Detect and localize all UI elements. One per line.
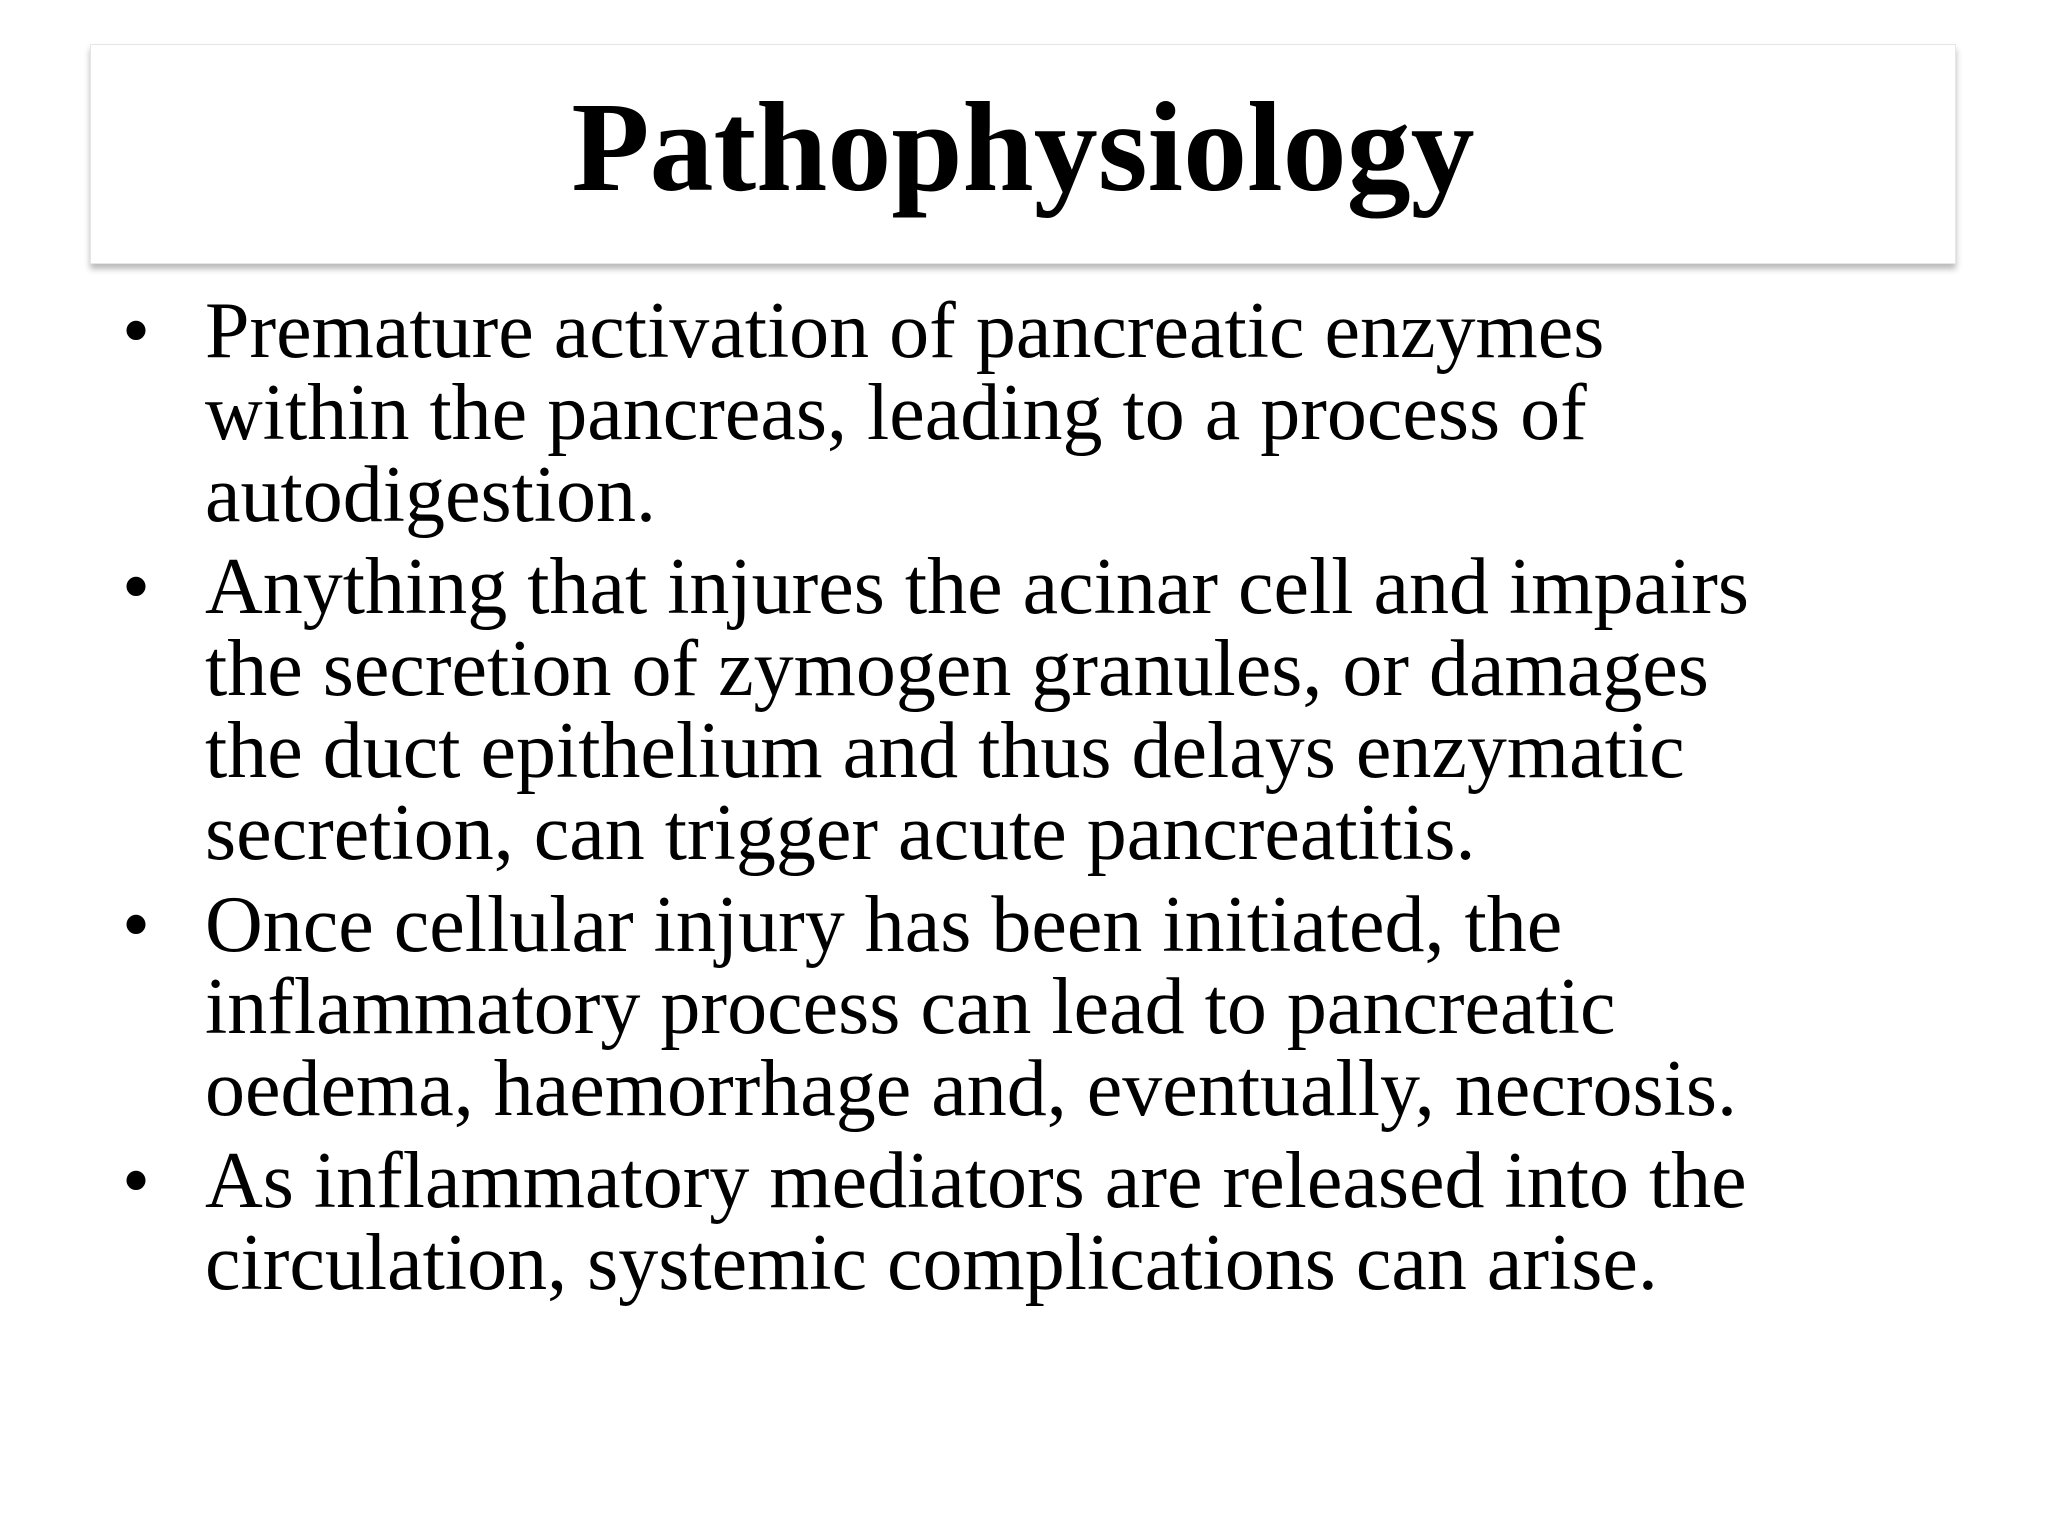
bullet-line: Anything that injures the acinar cell and impairs — [205, 543, 1749, 631]
bullet-line: the duct epithelium and thus delays enzymatic — [205, 707, 1685, 795]
bullet-item — [122, 543, 1922, 877]
bullet-icon: • — [122, 287, 151, 375]
bullet-icon: • — [122, 543, 151, 631]
bullet-line: circulation, systemic complications can arise. — [205, 1219, 1658, 1307]
bullet-line: autodigestion. — [205, 451, 657, 539]
bullet-line: within the pancreas, leading to a process of — [205, 369, 1587, 457]
title-box — [90, 44, 1956, 264]
bullet-line: secretion, can trigger acute pancreatitis. — [205, 789, 1476, 877]
bullet-line: oedema, haemorrhage and, eventually, necrosis. — [205, 1045, 1737, 1133]
bullet-item — [122, 881, 1922, 1133]
bullet-icon: • — [122, 881, 151, 969]
bullet-icon: • — [122, 1137, 151, 1225]
bullet-line: Premature activation of pancreatic enzymes — [205, 287, 1605, 375]
slide-title: Pathophysiology — [571, 76, 1475, 218]
bullet-line: As inflammatory mediators are released into the — [205, 1137, 1747, 1225]
bullet-item — [122, 1137, 1922, 1307]
bullet-line: inflammatory process can lead to pancreatic — [205, 963, 1616, 1051]
bullet-line: Once cellular injury has been initiated, the — [205, 881, 1563, 969]
bullet-item — [122, 287, 1922, 539]
bullet-line: the secretion of zymogen granules, or damages — [205, 625, 1709, 713]
bullet-list — [122, 287, 1922, 1314]
